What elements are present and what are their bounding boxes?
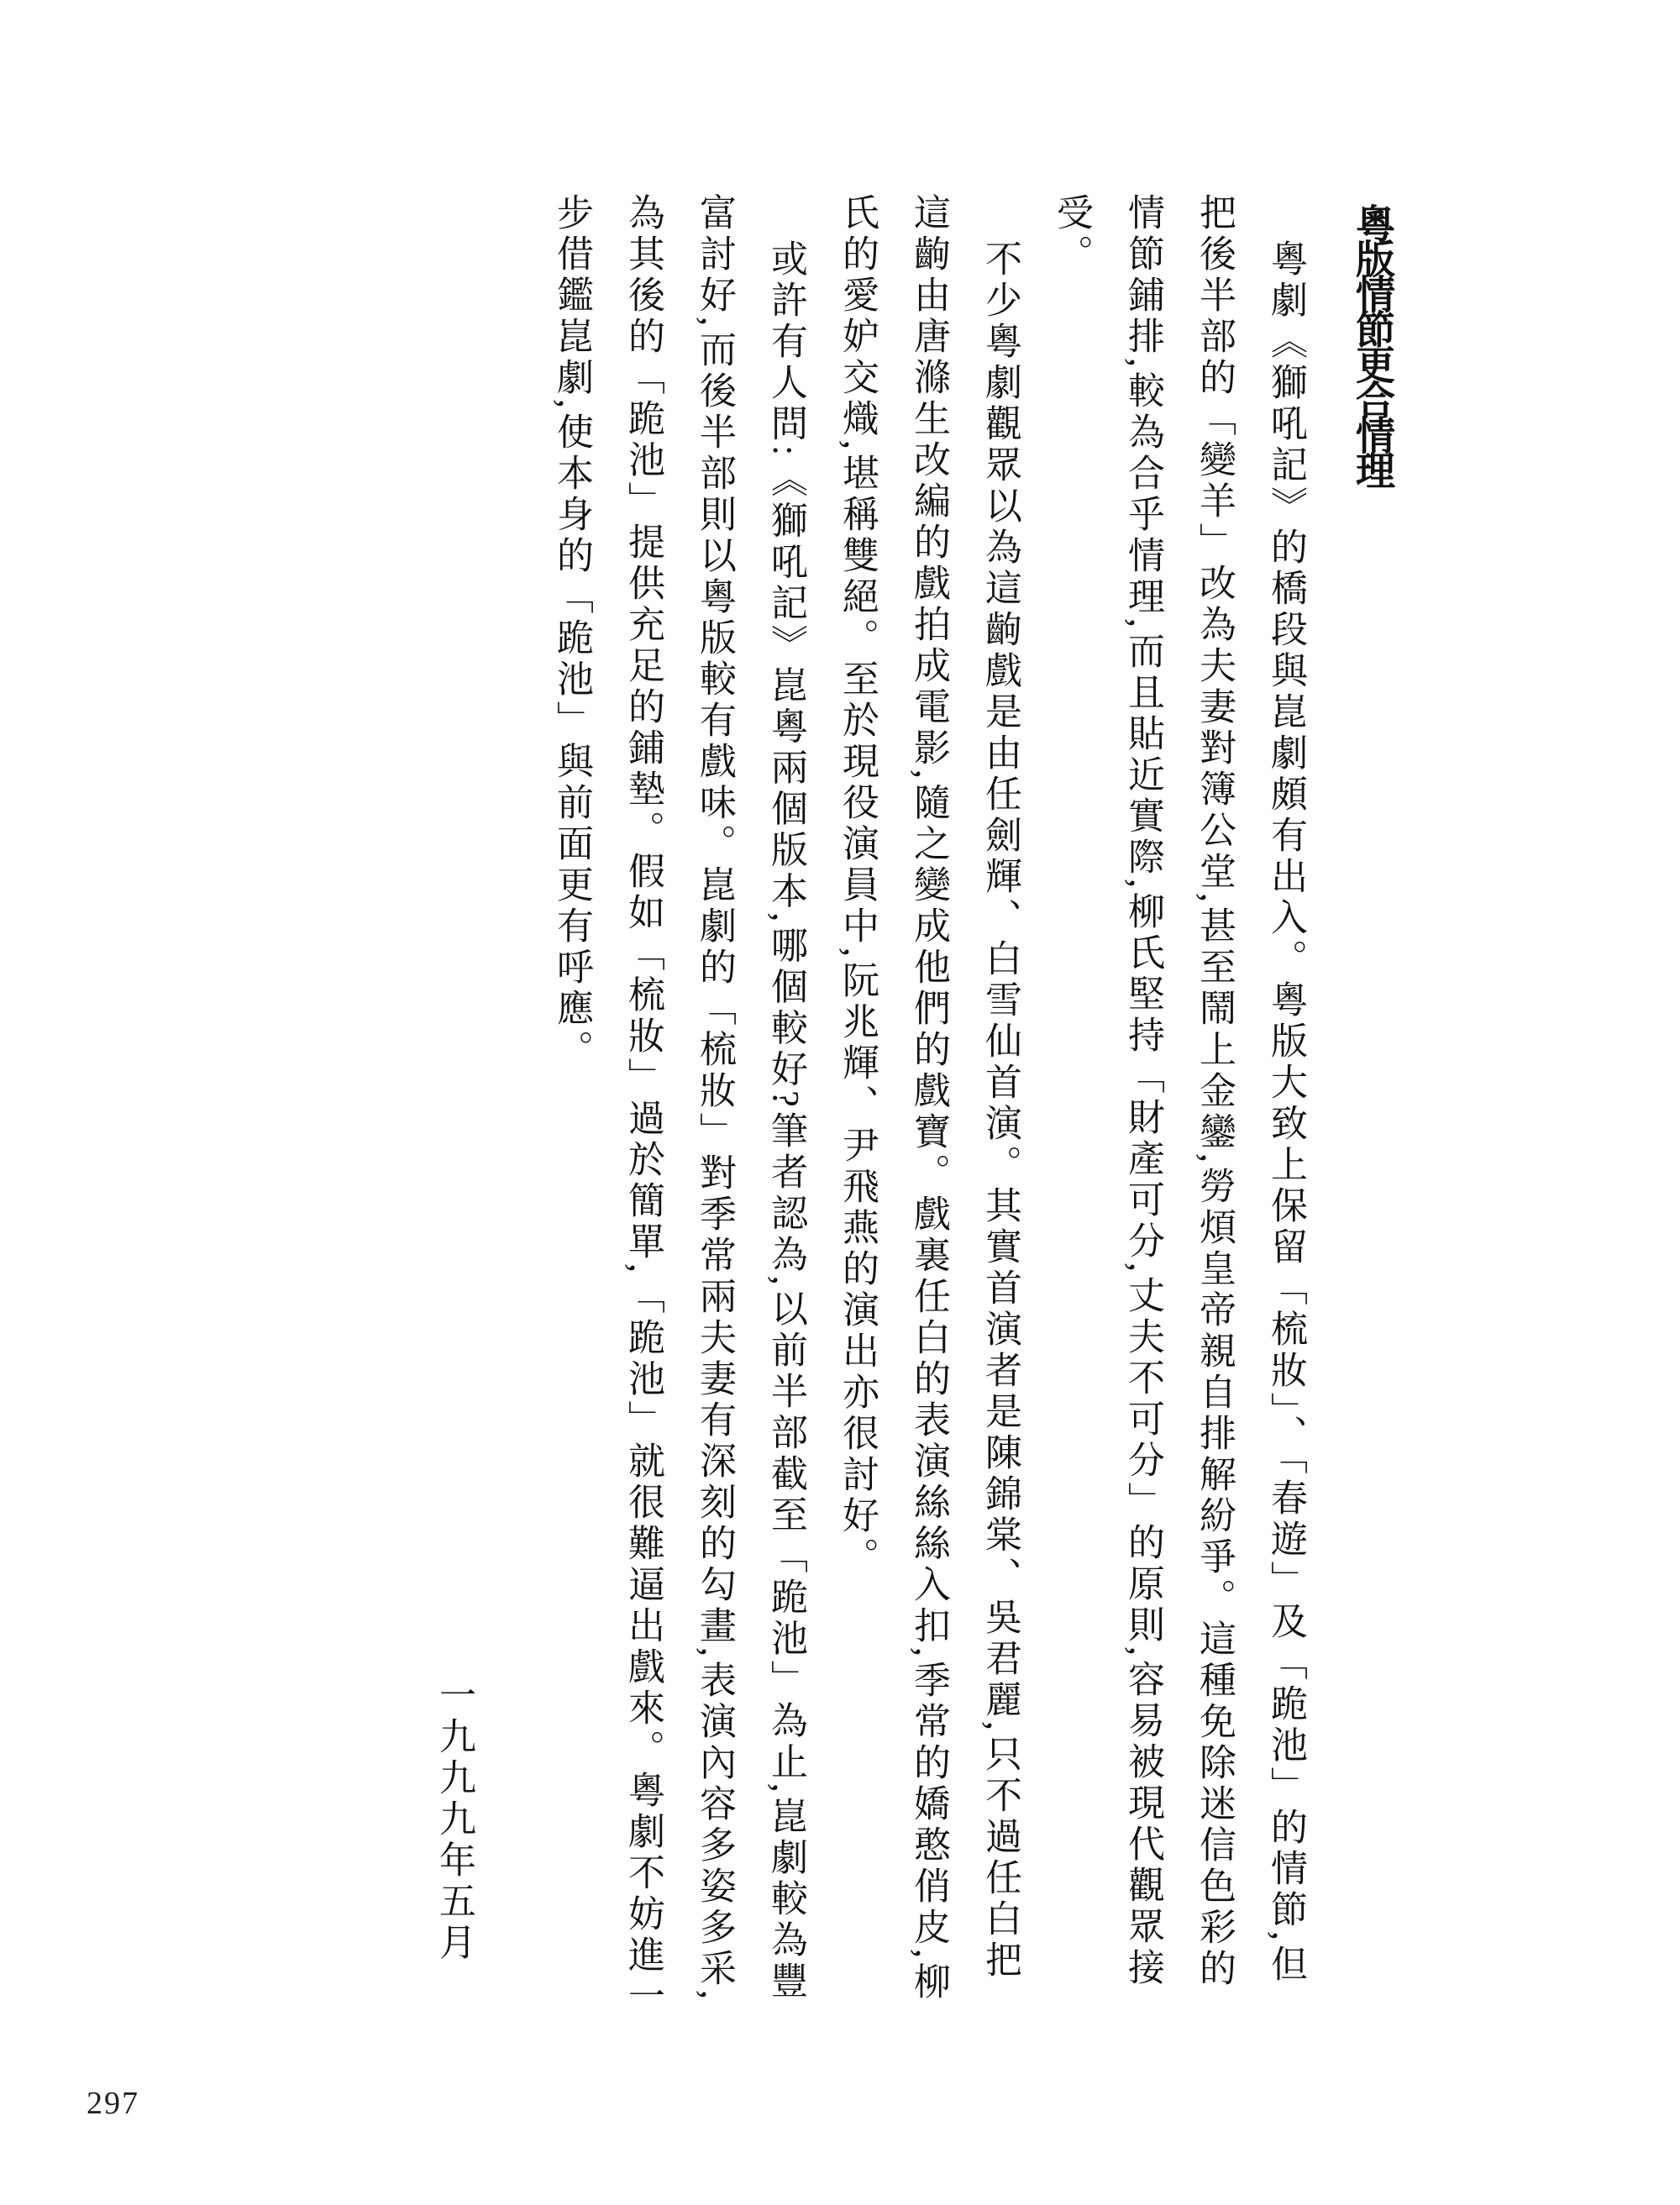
article-title: 粵版情節更合情理 [1350, 203, 1394, 486]
article [418, 193, 1414, 2020]
paragraph-3: 或許有人問:《獅吼記》崑粵兩個版本,哪個較好?筆者認為,以前半部截至「跪池」為止,崑劇較為豐富討好,而後半部則以粵版較有戲味。崑劇的「梳妝」對季常兩夫妻有深刻的勾畫,表演內容多姿多采,為其後的「跪池」提供充足的鋪墊。假如「梳妝」過於簡單,「跪池」就很難逼出戲來。粵劇不妨進一步借鑑崑劇,使本身的「跪池」與前面更有呼應。 [551, 193, 806, 2018]
article-date: 一九九九年五月 [433, 1676, 475, 1964]
paragraph-1: 粵劇《獅吼記》的橋段與崑劇頗有出入。粵版大致上保留「梳妝」、「春遊」及「跪池」的情節,但把後半部的「變羊」改為夫妻對簿公堂,甚至鬧上金鑾,勞煩皇帝親自排解紛爭。這種免除迷信色彩的情節鋪排,較為合乎情理,而且貼近實際,柳氏堅持「財產可分,丈夫不可分」的原則,容易被現代觀眾接受。 [1051, 193, 1306, 1990]
page-number: 297 [87, 2086, 139, 2121]
paragraph-2: 不少粵劇觀眾以為這齣戲是由任劍輝、白雪仙首演。其實首演者是陳錦棠、吳君麗,只不過任白把這齣由唐滌生改編的戲拍成電影,隨之變成他們的戲寶。戲裏任白的表演絲絲入扣,季常的嬌憨俏皮,柳氏的愛妒交熾,堪稱雙絕。至於現役演員中,阮兆輝、尹飛燕的演出亦很討好。 [837, 193, 1021, 2003]
